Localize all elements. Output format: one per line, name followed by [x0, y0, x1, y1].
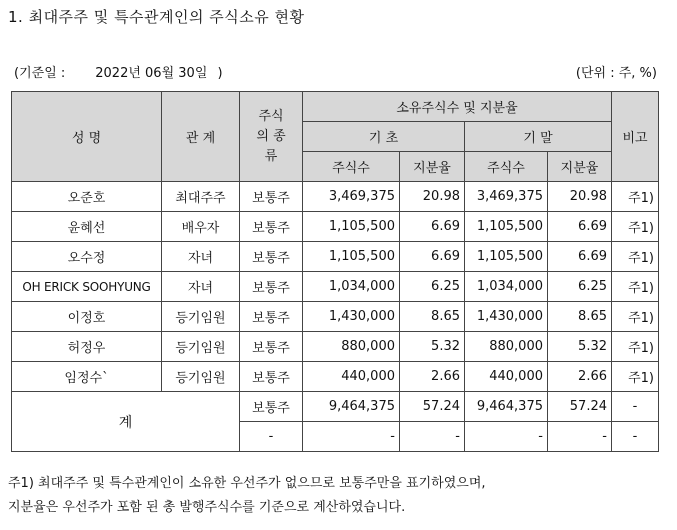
cell-end-shares: 1,034,000: [465, 272, 548, 302]
total-start-shares: -: [303, 422, 400, 452]
table-row: [12, 242, 659, 272]
total-end-ratio: 57.24: [548, 392, 612, 422]
total-start-ratio: -: [400, 422, 465, 452]
cell-start-ratio: 8.65: [400, 302, 465, 332]
cell-end-shares: 440,000: [465, 362, 548, 392]
header-relation: 관 계: [162, 92, 240, 182]
total-type: 보통주: [240, 392, 303, 422]
total-note: -: [612, 392, 659, 422]
cell-relation: 최대주주: [162, 182, 240, 212]
header-row: [12, 92, 659, 122]
cell-end-ratio: 6.25: [548, 272, 612, 302]
cell-type: 보통주: [240, 362, 303, 392]
cell-relation: 등기임원: [162, 302, 240, 332]
cell-end-ratio: 8.65: [548, 302, 612, 332]
total-start-ratio: 57.24: [400, 392, 465, 422]
cell-note: 주1): [612, 272, 659, 302]
total-end-ratio: -: [548, 422, 612, 452]
cell-note: 주1): [612, 362, 659, 392]
cell-type: 보통주: [240, 332, 303, 362]
cell-end-ratio: 6.69: [548, 212, 612, 242]
cell-name: OH ERICK SOOHYUNG: [12, 272, 162, 302]
cell-note: 주1): [612, 332, 659, 362]
header-name: 성 명: [12, 92, 162, 182]
base-date-prefix: (기준일 :: [14, 66, 66, 81]
cell-start-shares: 1,430,000: [303, 302, 400, 332]
table-row: [12, 302, 659, 332]
header-end-ratio: 지분율: [548, 152, 612, 182]
cell-name: 임정수`: [12, 362, 162, 392]
cell-start-ratio: 6.69: [400, 212, 465, 242]
total-note: -: [612, 422, 659, 452]
footnotes: [8, 472, 486, 520]
cell-type: 보통주: [240, 242, 303, 272]
cell-name: 허정우: [12, 332, 162, 362]
table-row: [12, 332, 659, 362]
cell-start-shares: 440,000: [303, 362, 400, 392]
cell-end-shares: 880,000: [465, 332, 548, 362]
cell-start-shares: 3,469,375: [303, 182, 400, 212]
cell-type: 보통주: [240, 302, 303, 332]
table-row: [12, 212, 659, 242]
header-ownership: 소유주식수 및 지분율: [303, 92, 612, 122]
cell-relation: 자녀: [162, 272, 240, 302]
cell-end-ratio: 2.66: [548, 362, 612, 392]
cell-end-ratio: 5.32: [548, 332, 612, 362]
cell-end-ratio: 20.98: [548, 182, 612, 212]
cell-start-shares: 1,105,500: [303, 212, 400, 242]
cell-note: 주1): [612, 302, 659, 332]
cell-note: 주1): [612, 212, 659, 242]
cell-name: 오준호: [12, 182, 162, 212]
cell-start-ratio: 6.25: [400, 272, 465, 302]
cell-name: 오수정: [12, 242, 162, 272]
header-period-start: 기 초: [303, 122, 465, 152]
cell-name: 윤혜선: [12, 212, 162, 242]
cell-type: 보통주: [240, 182, 303, 212]
total-row: [12, 392, 659, 422]
table-row: [12, 182, 659, 212]
cell-start-shares: 1,105,500: [303, 242, 400, 272]
cell-end-shares: 1,430,000: [465, 302, 548, 332]
cell-start-shares: 1,034,000: [303, 272, 400, 302]
base-date-line: [14, 62, 223, 81]
base-date: 2022년 06월 30일: [95, 66, 208, 81]
cell-end-shares: 3,469,375: [465, 182, 548, 212]
cell-relation: 자녀: [162, 242, 240, 272]
header-start-shares: 주식수: [303, 152, 400, 182]
header-end-shares: 주식수: [465, 152, 548, 182]
cell-name: 이정호: [12, 302, 162, 332]
cell-end-ratio: 6.69: [548, 242, 612, 272]
total-type: -: [240, 422, 303, 452]
cell-relation: 등기임원: [162, 332, 240, 362]
header-start-ratio: 지분율: [400, 152, 465, 182]
cell-end-shares: 1,105,500: [465, 242, 548, 272]
cell-start-shares: 880,000: [303, 332, 400, 362]
base-date-suffix: ): [217, 66, 223, 81]
cell-note: 주1): [612, 182, 659, 212]
cell-type: 보통주: [240, 272, 303, 302]
cell-type: 보통주: [240, 212, 303, 242]
unit-label: (단위 : 주, %): [575, 66, 657, 81]
header-period-end: 기 말: [465, 122, 612, 152]
shareholding-table: [11, 91, 659, 452]
header-note: 비고: [612, 92, 659, 182]
cell-relation: 등기임원: [162, 362, 240, 392]
cell-start-ratio: 6.69: [400, 242, 465, 272]
table-row: [12, 362, 659, 392]
total-label: 계: [12, 392, 240, 452]
cell-start-ratio: 20.98: [400, 182, 465, 212]
cell-start-ratio: 2.66: [400, 362, 465, 392]
header-stock-type: 주식의 종류: [240, 92, 303, 182]
footnote-line: 지분율은 우선주가 포함 된 총 발행주식수를 기준으로 계산하였습니다.: [8, 500, 406, 515]
total-end-shares: -: [465, 422, 548, 452]
cell-note: 주1): [612, 242, 659, 272]
cell-start-ratio: 5.32: [400, 332, 465, 362]
section-title: 1. 최대주주 및 특수관계인의 주식소유 현황: [8, 8, 305, 26]
total-end-shares: 9,464,375: [465, 392, 548, 422]
footnote-line: 주1) 최대주주 및 특수관계인이 소유한 우선주가 없으므로 보통주만을 표기하였으며,: [8, 476, 486, 491]
cell-relation: 배우자: [162, 212, 240, 242]
table-row: [12, 272, 659, 302]
total-start-shares: 9,464,375: [303, 392, 400, 422]
cell-end-shares: 1,105,500: [465, 212, 548, 242]
